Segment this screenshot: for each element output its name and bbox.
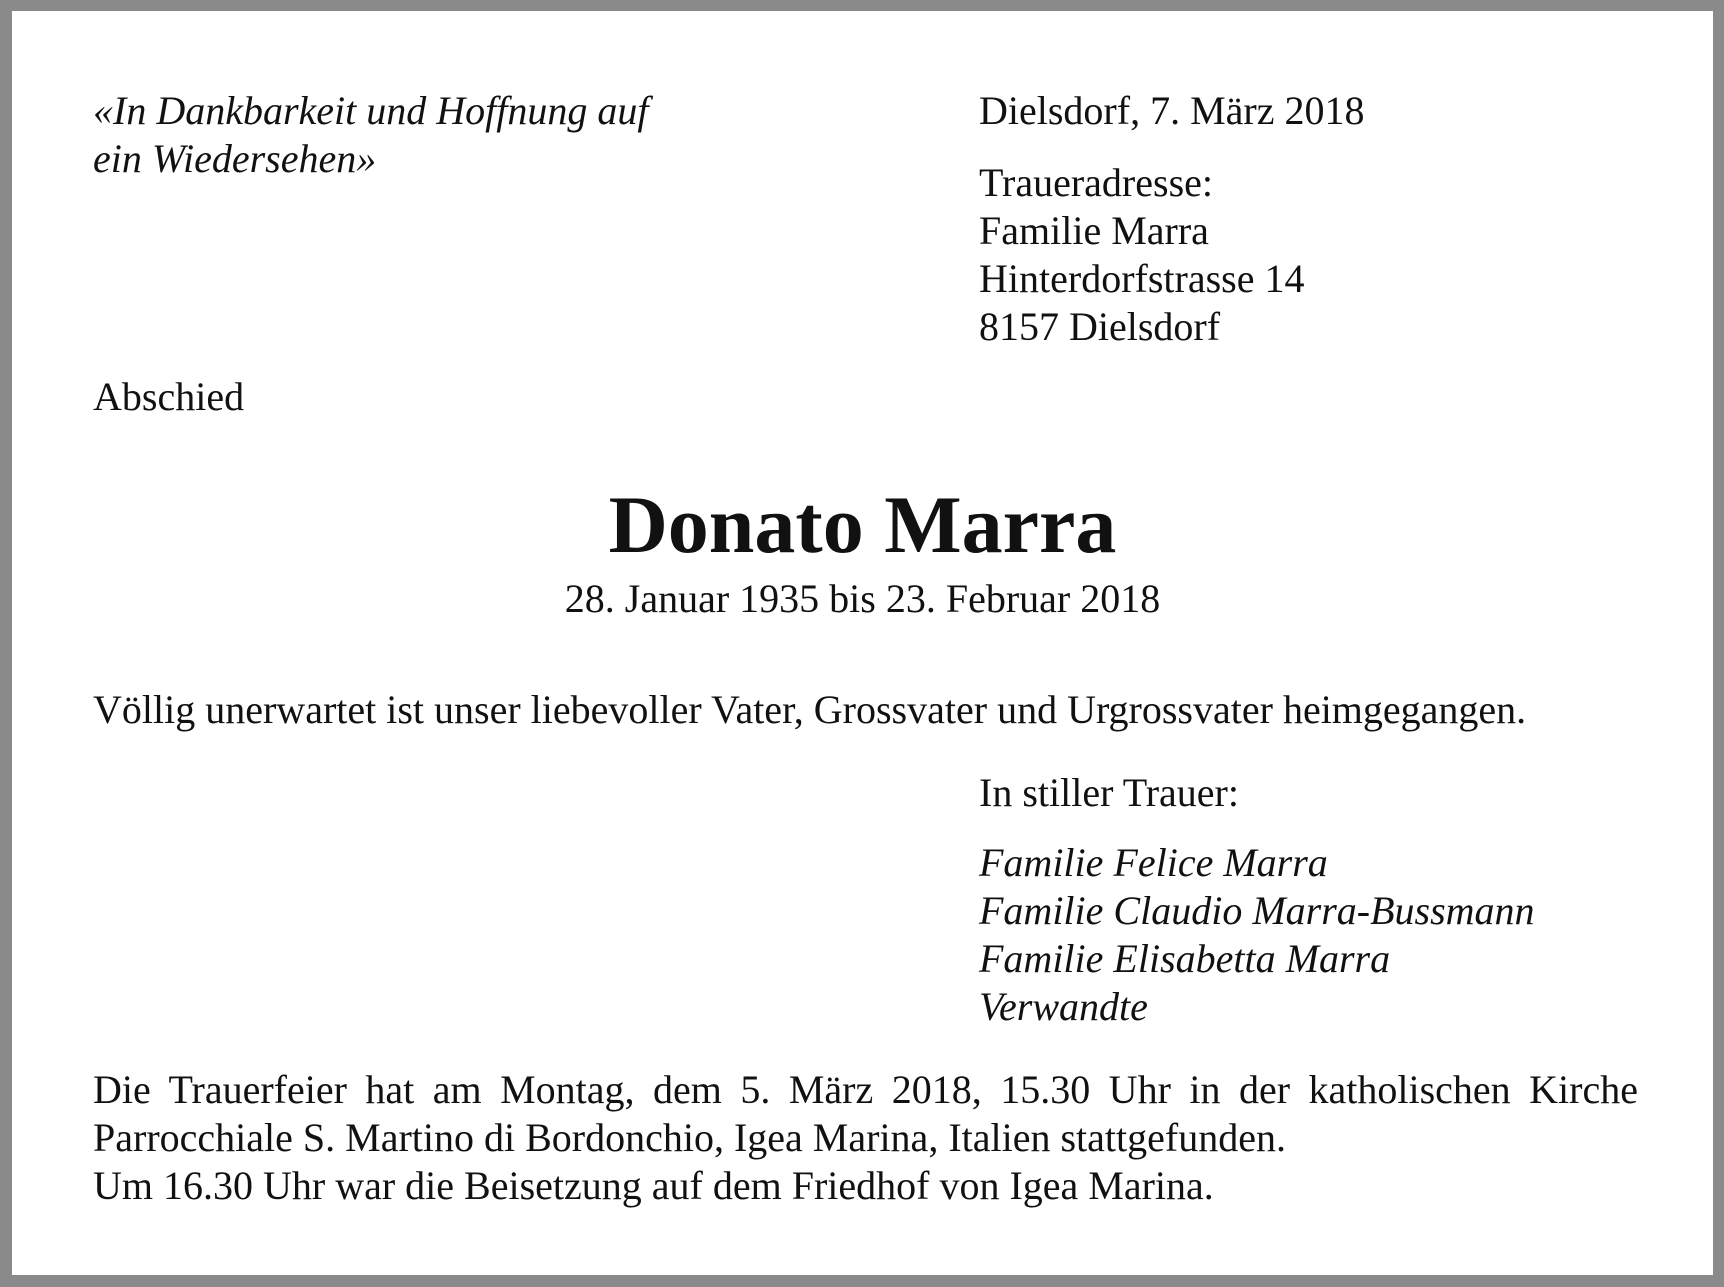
mourners-list (979, 839, 1535, 1031)
memorial-quote (93, 87, 649, 183)
place-date: Dielsdorf, 7. März 2018 (979, 88, 1365, 133)
ceremony-line-3: Um 16.30 Uhr war die Beisetzung auf dem Friedhof von Igea Marina. (93, 1163, 1214, 1208)
mourning-label: In stiller Trauer: (979, 770, 1239, 815)
life-dates: 28. Januar 1935 bis 23. Februar 2018 (564, 576, 1161, 621)
quote-line-2: ein Wiedersehen» (93, 136, 377, 181)
address-family: Familie Marra (979, 208, 1209, 253)
quote-line-1: «In Dankbarkeit und Hoffnung auf (93, 88, 649, 133)
address-street: Hinterdorfstrasse 14 (979, 256, 1305, 301)
address-label: Traueradresse: (979, 160, 1214, 205)
death-announcement: Völlig unerwartet ist unser liebevoller Vater, Grossvater und Urgrossvater heimgegangen. (93, 687, 1527, 732)
address-city: 8157 Dielsdorf (979, 304, 1221, 349)
mourner-item: Familie Felice Marra (979, 840, 1328, 885)
mourner-item: Verwandte (979, 984, 1148, 1029)
mourner-item: Familie Elisabetta Marra (979, 936, 1391, 981)
deceased-name: Donato Marra (608, 479, 1117, 570)
obituary-page (12, 11, 1713, 1275)
farewell-heading: Abschied (93, 374, 245, 419)
ceremony-notice (93, 1066, 1638, 1210)
mourning-address (979, 159, 1304, 351)
ceremony-line-2: Parrocchiale S. Martino di Bordonchio, Igea Marina, Italien stattgefunden. (93, 1115, 1286, 1160)
mourner-item: Familie Claudio Marra-Bussmann (979, 888, 1535, 933)
ceremony-line-1: Die Trauerfeier hat am Montag, dem 5. März 2018, 15.30 Uhr in der katholischen Kirche (93, 1067, 1638, 1112)
